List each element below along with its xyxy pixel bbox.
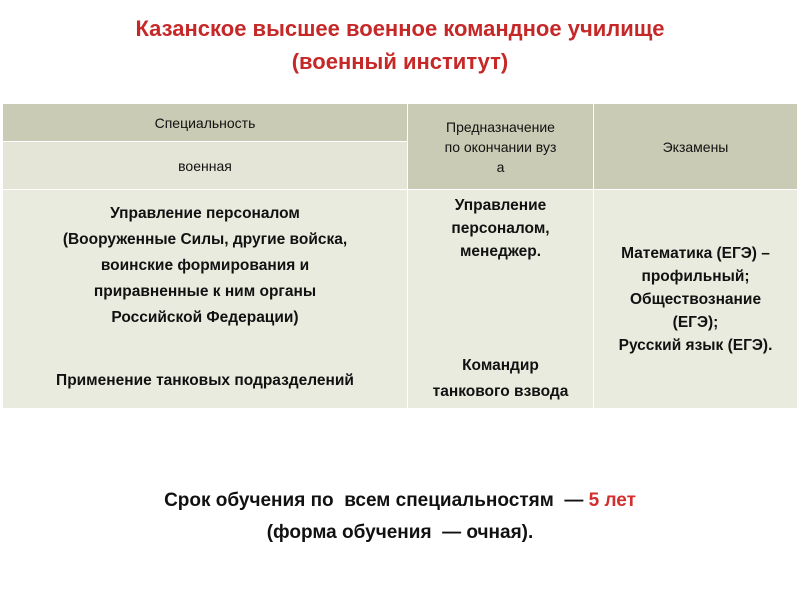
header-purpose-line: а	[496, 158, 505, 175]
purpose-line: танкового взвода	[432, 383, 569, 400]
specialty-line: Российской Федерации)	[111, 309, 299, 326]
table-body-row	[3, 190, 798, 409]
exams-line: (ЕГЭ);	[672, 313, 719, 331]
header-military	[3, 142, 408, 190]
header-purpose	[408, 104, 594, 190]
footer-line-1	[0, 485, 800, 517]
specialty-cell	[3, 190, 408, 409]
exams-line: профильный;	[641, 267, 750, 285]
header-purpose-line: по окончании вуз	[444, 138, 557, 155]
purpose-2	[408, 353, 593, 405]
table-header-row-1	[3, 104, 798, 142]
specialty-1	[3, 201, 407, 331]
purpose-line: Командир	[462, 357, 539, 374]
specialty-2	[3, 372, 407, 390]
header-exams	[594, 104, 798, 190]
specialty-line: Применение танковых подразделений	[56, 372, 354, 389]
page-title	[0, 12, 800, 78]
title-line-2: (военный институт)	[291, 49, 509, 74]
specialty-line: воинские формирования и	[100, 257, 310, 274]
purpose-1	[408, 194, 593, 263]
specialty-line: (Вооруженные Силы, другие войска,	[62, 231, 348, 248]
exams-line: Русский язык (ЕГЭ).	[618, 336, 773, 354]
purpose-line: менеджер.	[459, 243, 542, 260]
duration-value: 5 лет	[588, 490, 636, 511]
purpose-line: Управление	[454, 197, 547, 214]
study-duration-note	[0, 485, 800, 549]
exams-line: Обществознание	[629, 290, 762, 308]
header-specialty-label: Специальность	[154, 114, 256, 131]
purpose-line: персоналом,	[451, 220, 550, 237]
specialty-line: Управление персоналом	[110, 205, 300, 222]
header-specialty	[3, 104, 408, 142]
header-purpose-line: Предназначение	[446, 118, 555, 135]
footer-line-1-text: Срок обучения по всем специальностям —	[164, 490, 589, 511]
purpose-cell	[408, 190, 594, 409]
specialties-table	[2, 103, 798, 409]
specialty-line: приравненные к ним органы	[93, 283, 317, 300]
footer-line-2: (форма обучения — очная).	[266, 522, 534, 543]
exams-line: Математика (ЕГЭ) –	[621, 244, 770, 262]
header-exams-label: Экзамены	[662, 138, 729, 155]
exams-cell	[594, 190, 798, 409]
title-line-1: Казанское высшее военное командное училище	[135, 16, 665, 41]
header-military-label: военная	[178, 157, 232, 174]
